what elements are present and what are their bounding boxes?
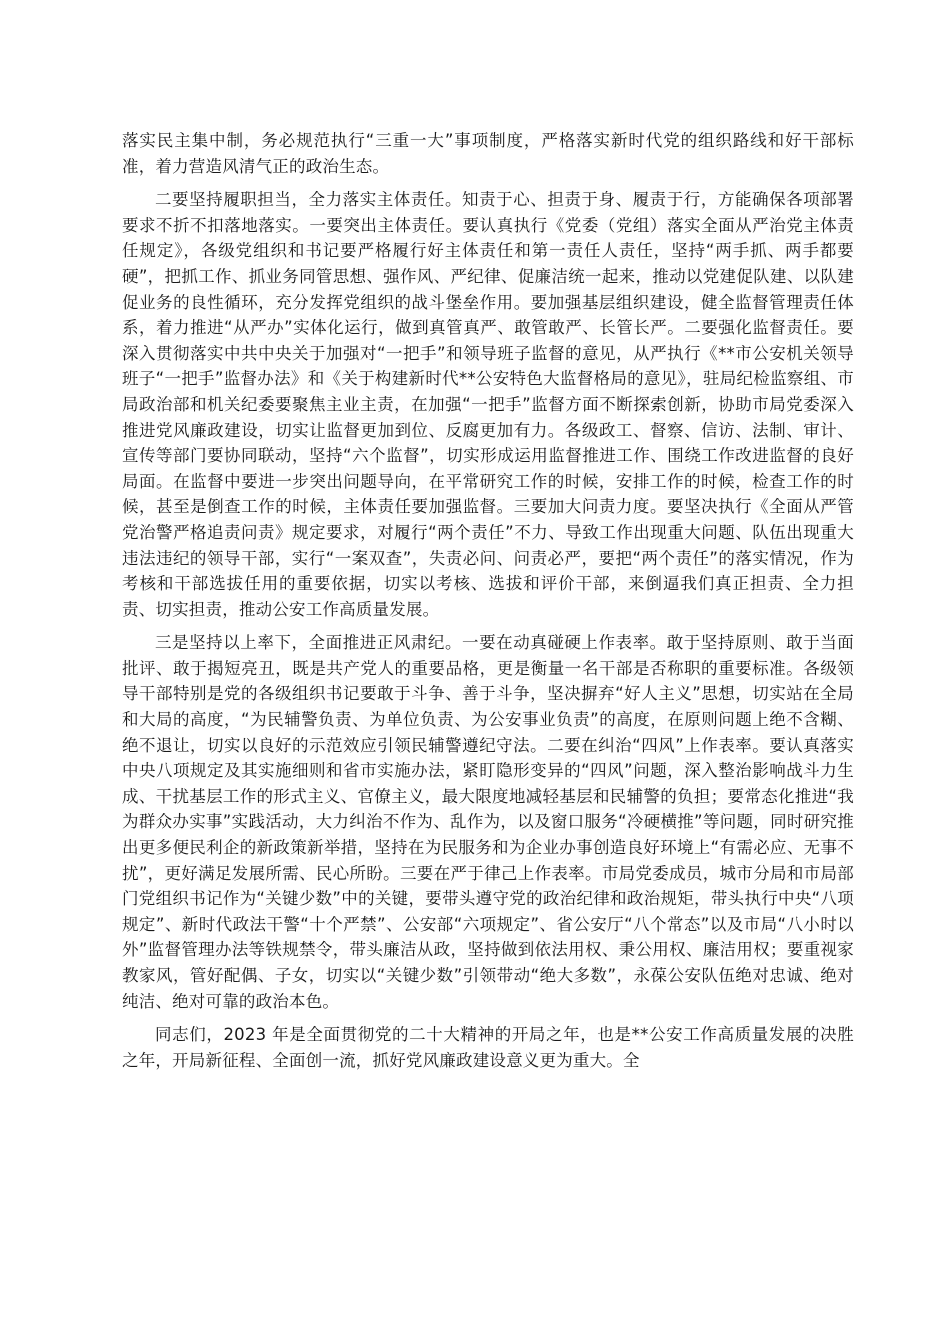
paragraph-1: 落实民主集中制，务必规范执行“三重一大”事项制度，严格落实新时代党的组织路线和好干部标准，着力营造风清气正的政治生态。 [122, 131, 854, 176]
paragraph-2: 二要坚持履职担当，全力落实主体责任。知责于心、担责于身、履责于行，方能确保各项部署要求不折不扣落地落实。一要突出主体责任。要认真执行《党委（党组）落实全面从严治党主体责任规定》，各级党组织和书记要严格履行好主体责任和第一责任人责任，坚持“两手抓、两手都要硬”，把抓工作、抓业务同管思想、强作风、严纪律、促廉洁统一起来，推动以党建促队建、以队建促业务的良性循环，充分发挥党组织的战斗堡垒作用。要加强基层组织建设，健全监督管理责任体系，着力推进“从严办”实体化运行，做到真管真严、敢管敢严、长管长严。二要强化监督责任。要深入贯彻落实中共中央关于加强对“一把手”和领导班子监督的意见，从严执行《**市公安机关领导班子“一把手”监督办法》和《关于构建新时代**公安特色大监督格局的意见》，驻局纪检监察组、市局政治部和机关纪委要聚焦主业主责，在加强“一把手”监督方面不断探索创新，协助市局党委深入推进党风廉政建设，切实让监督更加到位、反腐更加有力。各级政工、督察、信访、法制、审计、宣传等部门要协同联动，坚持“六个监督”，切实形成运用监督推进工作、围绕工作改进监督的良好局面。在监督中要进一步突出问题导向，在平常研究工作的时候，安排工作的时候，检查工作的时候，甚至是倒查工作的时候，主体责任要加强监督。三要加大问责力度。要坚决执行《全面从严管党治警严格追责问责》规定要求，对履行“两个责任”不力、导致工作出现重大问题、队伍出现重大违法违纪的领导干部，实行“一案双查”，失责必问、问责必严，要把“两个责任”的落实情况，作为考核和干部选拔任用的重要依据，切实以考核、选拔和评价干部，来倒逼我们真正担责、全力担责、切实担责，推动公安工作高质量发展。 [122, 190, 854, 619]
paragraph-4: 同志们，2023 年是全面贯彻党的二十大精神的开局之年，也是**公安工作高质量发展的决胜之年，开局新征程、全面创一流，抓好党风廉政建设意义更为重大。全 [122, 1025, 854, 1070]
paragraph-3: 三是坚持以上率下，全面推进正风肃纪。一要在动真碰硬上作表率。敢于坚持原则、敢于当面批评、敢于揭短亮丑，既是共产党人的重要品格，更是衡量一名干部是否称职的重要标准。各级领导干部特别是党的各级组织书记要敢于斗争、善于斗争，坚决摒弃“好人主义”思想，切实站在全局和大局的高度，“为民辅警负责、为单位负责、为公安事业负责”的高度，在原则问题上绝不含糊、绝不退让，切实以良好的示范效应引领民辅警遵纪守法。二要在纠治“四风”上作表率。要认真落实中央八项规定及其实施细则和省市实施办法，紧盯隐形变异的“四风”问题，深入整治影响战斗力生成、干扰基层工作的形式主义、官僚主义，最大限度地减轻基层和民辅警的负担；要常态化推进“我为群众办实事”实践活动，大力纠治不作为、乱作为，以及窗口服务“冷硬横推”等问题，同时研究推出更多便民利企的新政策新举措，坚持在为民服务和为企业办事创造良好环境上“有需必应、无事不扰”，更好满足发展所需、民心所盼。三要在严于律己上作表率。市局党委成员，城市分局和市局部门党组织书记作为“关键少数”中的关键，要带头遵守党的政治纪律和政治规矩，带头执行中央“八项规定”、新时代政法干警“十个严禁”、公安部“六项规定”、省公安厅“八个常态”以及市局“八小时以外”监督管理办法等铁规禁令，带头廉洁从政，坚持做到依法用权、秉公用权、廉洁用权；要重视家教家风，管好配偶、子女，切实以“关键少数”引领带动“绝大多数”，永葆公安队伍绝对忠诚、绝对纯洁、绝对可靠的政治本色。 [122, 633, 854, 1011]
document-page [122, 128, 854, 1081]
